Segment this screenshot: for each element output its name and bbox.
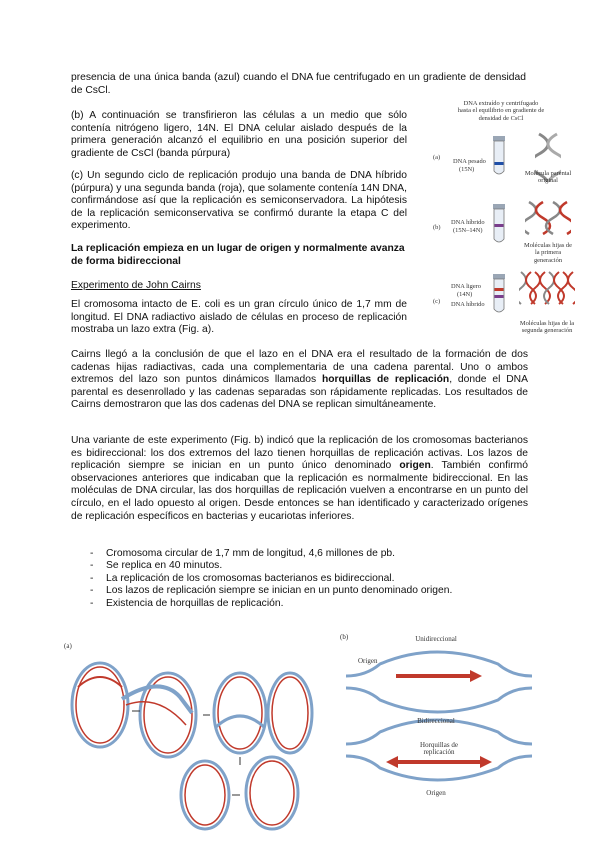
circle-stage-2 <box>122 673 196 757</box>
strand <box>546 202 560 234</box>
band-purple <box>495 224 504 227</box>
label-origen-bottom: Origen <box>426 789 446 797</box>
label-n15n14: (15N–14N) <box>453 227 483 234</box>
figure-top-title: DNA extraído y centrifugado hasta el equilibrio en gradiente de densidad de CsCl <box>457 100 545 122</box>
tube-body <box>494 141 504 174</box>
label-a: (a) <box>433 154 441 161</box>
arrow-right-icon <box>480 756 492 768</box>
label-moleculas-segunda: Moléculas hijas de la segunda generación <box>519 320 575 335</box>
cairns-drawing <box>60 635 320 835</box>
figure-cairns-circles <box>60 635 320 835</box>
label-n15: (15N) <box>459 166 475 173</box>
circle-stage-5 <box>181 761 229 829</box>
label-molecula-parental: Molécula parental original <box>524 170 572 185</box>
tube-cap <box>493 136 505 141</box>
arrow-left-icon <box>386 756 398 768</box>
label-origen-top: Origen <box>358 657 378 665</box>
strand <box>560 202 571 234</box>
band-purple <box>495 295 504 298</box>
circle-stage-6 <box>246 757 298 829</box>
tube-cap <box>493 204 505 209</box>
tube-b <box>491 204 507 246</box>
label-unidireccional: Unidireccional <box>415 635 457 643</box>
summary-list <box>90 548 550 610</box>
strand <box>525 202 536 234</box>
label-c: (c) <box>433 298 441 305</box>
helix-second-gen <box>519 270 575 312</box>
band-red <box>495 288 504 291</box>
strand <box>568 272 575 304</box>
label-dna-pesado: DNA pesado <box>453 158 486 165</box>
paragraph-cairns: El cromosoma intacto de E. coli es un gran círculo único de 1,7 mm de longitud. El DNA radiactivo aislado de células en proceso de replicación mostraba un lazo extra (Fig. a). <box>71 299 407 336</box>
figure-meselson-stahl <box>425 100 575 345</box>
paragraph-variant: Una variante de este experimento (Fig. b) indicó que la replicación de los cromosomas bacterianos es bidireccional: los dos extremos del lazo tienen horquillas de replicación activas. Los lazos de replicación siempre se inician en un punto único denominado origen. También confirmó observaciones anteriores que indicaban que la replicación es normalmente bidireccional. En las moléculas de DNA circular, las dos horquillas de replicación vuelven a encontrarse en un punto del círculo, en el lado opuesto al origen. Desde entonces se han identificado y caracterizado orígenes de replicación específicos en bacterias y eucariotas inferiores. <box>71 435 528 522</box>
list-item: - Se replica en 40 minutos. <box>90 560 550 572</box>
term-origen: origen <box>399 460 431 472</box>
arrow-right-icon <box>470 670 482 682</box>
label-dna-hibrido-b: DNA híbrido <box>451 219 485 226</box>
list-item: - Existencia de horquillas de replicación. <box>90 598 550 610</box>
paragraph-b: (b) A continuación se transfirieron las células a un medio que sólo contenía nitrógeno ligero, 14N. El DNA celular aislado después de la primera generación alcanzó el equilibrio en una posición superior del gradiente de CsCl (banda púrpura) <box>71 110 407 159</box>
fig-b-label: (b) <box>340 633 349 641</box>
bubble-unidirectional <box>346 652 532 712</box>
label-dna-ligero: DNA ligero <box>451 283 481 290</box>
tube-a <box>491 136 507 178</box>
paragraph-conclusion: Cairns llegó a la conclusión de que el lazo en el DNA era el resultado de la formación de dos cadenas hijas radiactivas, cada una complementaria de una cadena parental. Uno o ambos extremos del lazo son puntos dinámicos llamados horquillas de replicación, donde el DNA parental es desenrollado y las cadenas separadas son rápidamente replicadas. Los resultados de Cairns demostraron que las dos cadenas del DNA se replican simultáneamente. <box>71 349 528 411</box>
label-dna-hibrido-c: DNA híbrido <box>451 301 485 308</box>
fig-a-label: (a) <box>64 642 72 650</box>
circle-stage-4 <box>268 673 312 753</box>
list-item: - Cromosoma circular de 1,7 mm de longitud, 4,6 millones de pb. <box>90 548 550 560</box>
tube-c <box>491 274 507 316</box>
circle-stage-1 <box>72 663 128 747</box>
label-bidireccional: Bidireccional <box>417 717 455 725</box>
subheading-cairns: Experimento de John Cairns <box>71 280 201 291</box>
band-blue <box>495 162 504 165</box>
circle-stage-3 <box>214 673 266 753</box>
strand <box>519 272 526 304</box>
label-moleculas-primera: Moléculas hijas de la primera generación <box>524 242 572 264</box>
tube-cap <box>493 274 505 279</box>
paragraph-intro: presencia de una única banda (azul) cuando el DNA fue centrifugado en un gradiente de densidad de CsCl. <box>71 72 526 96</box>
paragraph-c: (c) Un segundo ciclo de replicación produjo una banda de DNA híbrido (púrpura) y una segunda banda (roja), que solamente contenía 14N DNA, confirmándose así que la replicación es semiconservadora. La hipótesis de la replicación semiconservativa se confirmó durante la etapa C del experimento. <box>71 170 407 232</box>
label-horquillas: Horquillas de replicación <box>420 741 458 757</box>
helix-first-gen <box>525 200 571 240</box>
label-b: (b) <box>433 224 441 231</box>
label-n14: (14N) <box>457 291 473 298</box>
list-item: - Los lazos de replicación siempre se inician en un punto denominado origen. <box>90 585 550 597</box>
term-horquillas: horquillas de replicación <box>321 374 450 386</box>
list-item: - La replicación de los cromosomas bacterianos es bidireccional. <box>90 573 550 585</box>
figure-replication-direction <box>336 630 566 810</box>
section-heading: La replicación empieza en un lugar de origen y normalmente avanza de forma bidireccional <box>71 243 405 267</box>
